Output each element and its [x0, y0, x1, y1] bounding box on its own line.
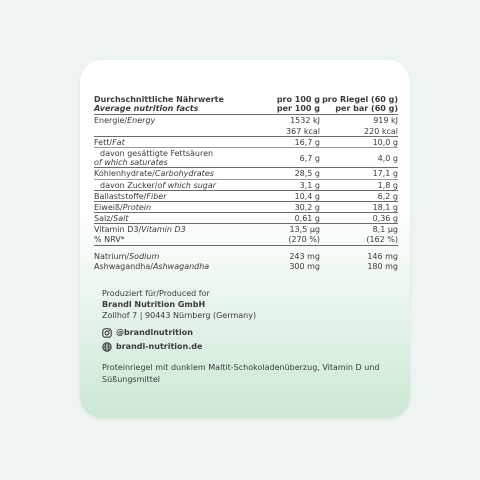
- row-label-de: davon Zucker/: [100, 180, 158, 190]
- row-value-per-100g: 367 kcal: [286, 126, 320, 136]
- row-value-per-bar: 8,1 µg: [320, 224, 398, 235]
- row-label-en: of which saturates: [94, 158, 168, 168]
- row-label-en: Energy: [127, 116, 156, 126]
- table-row: [94, 234, 398, 245]
- row-label-de: Energie/: [94, 116, 128, 126]
- table-row: [94, 201, 398, 212]
- row-label-de: Salz/: [94, 214, 114, 224]
- row-label-de: Ashwagandha/: [94, 261, 153, 271]
- row-value-per-100g: 10,4 g: [264, 190, 320, 201]
- producer-company: Brandl Nutrition GmbH: [102, 300, 206, 309]
- row-label-de: Kohlenhydrate/: [94, 169, 155, 179]
- row-label-en: Protein: [122, 202, 152, 212]
- row-label-en: Vitamin D3: [141, 225, 186, 235]
- producer-address: Zollhof 7 | 90443 Nürnberg (Germany): [102, 311, 257, 320]
- row-label-de: Natrium/: [94, 251, 130, 261]
- table-row: [94, 179, 398, 190]
- table-row: [94, 115, 398, 126]
- row-value-per-bar: 220 kcal: [364, 126, 398, 136]
- row-label-de: % NRV*: [94, 235, 125, 245]
- row-label-en: Sodium: [129, 251, 160, 261]
- row-value-per-bar: 17,1 g: [320, 168, 398, 179]
- row-label-de: davon gesättigte Fettsäuren: [100, 148, 214, 158]
- row-value-per-100g: 1532 kJ: [264, 115, 320, 126]
- row-value-per-100g: 28,5 g: [264, 168, 320, 179]
- table-row: [94, 136, 398, 147]
- row-label-en: Fat: [112, 137, 125, 147]
- row-value-per-bar: 4,0 g: [320, 147, 398, 167]
- row-value-per-bar: 10,0 g: [320, 136, 398, 147]
- instagram-link[interactable]: [102, 326, 202, 340]
- social-links: [102, 326, 202, 354]
- table-header-row: [94, 94, 398, 115]
- nutrition-label-card: [80, 60, 410, 418]
- row-value-per-bar: 6,2 g: [320, 190, 398, 201]
- row-value-per-bar: 919 kJ: [320, 115, 398, 126]
- row-label-de: Ballaststoffe/: [94, 191, 147, 201]
- website-link[interactable]: [102, 340, 202, 354]
- header-label-en: Average nutrition facts: [94, 104, 199, 114]
- product-description: Proteinriegel mit dunklem Maltit-Schokoladenüberzug, Vitamin D und Süßungsmittel: [102, 363, 380, 384]
- table-row: [94, 245, 398, 261]
- nutrition-table: [94, 94, 398, 271]
- table-row: [94, 147, 398, 167]
- table-row: [94, 261, 398, 271]
- globe-icon: [102, 342, 112, 352]
- row-value-per-100g: 13,5 µg: [264, 224, 320, 235]
- row-value-per-100g: 300 mg: [289, 261, 320, 271]
- row-label-en: Salt: [113, 214, 129, 224]
- row-value-per-100g: 3,1 g: [264, 179, 320, 190]
- table-row: [94, 213, 398, 224]
- header-label-de: Durchschnittliche Nährwerte: [94, 95, 224, 104]
- row-value-per-100g: 16,7 g: [264, 136, 320, 147]
- instagram-icon: [102, 328, 112, 338]
- row-value-per-100g: 30,2 g: [264, 201, 320, 212]
- table-row: [94, 224, 398, 235]
- row-value-per-100g: 243 mg: [264, 245, 320, 261]
- row-value-per-100g: (270 %): [288, 235, 320, 245]
- table-row: [94, 126, 398, 137]
- header-col1-en: per 100 g: [276, 104, 320, 114]
- row-value-per-bar: (162 %): [366, 235, 398, 245]
- row-label-de: Fett/: [94, 137, 113, 147]
- row-label-en: Ashwagandha: [152, 261, 210, 271]
- row-label-en: Carbohydrates: [154, 169, 214, 179]
- row-label-en: Fiber: [146, 191, 167, 201]
- producer-info: [102, 288, 256, 321]
- row-value-per-bar: 18,1 g: [320, 201, 398, 212]
- instagram-handle: @brandlnutrition: [116, 328, 193, 337]
- row-value-per-bar: 1,8 g: [320, 179, 398, 190]
- row-value-per-bar: 180 mg: [367, 261, 398, 271]
- row-label-en: of which sugar: [157, 180, 217, 190]
- row-value-per-bar: 0,36 g: [320, 213, 398, 224]
- header-col2-en: per bar (60 g): [335, 104, 398, 114]
- table-row: [94, 190, 398, 201]
- table-row: [94, 168, 398, 179]
- row-value-per-100g: 0,61 g: [264, 213, 320, 224]
- header-col2-de: pro Riegel (60 g): [322, 95, 398, 104]
- row-label-de: Eiweiß/: [94, 202, 123, 212]
- row-value-per-bar: 146 mg: [320, 245, 398, 261]
- row-label-de: Vitamin D3/: [94, 225, 142, 235]
- row-value-per-100g: 6,7 g: [264, 147, 320, 167]
- website-url: brandl-nutrition.de: [116, 342, 203, 351]
- producer-intro: Produziert für/Produced for: [102, 289, 210, 298]
- header-col1-de: pro 100 g: [276, 95, 320, 104]
